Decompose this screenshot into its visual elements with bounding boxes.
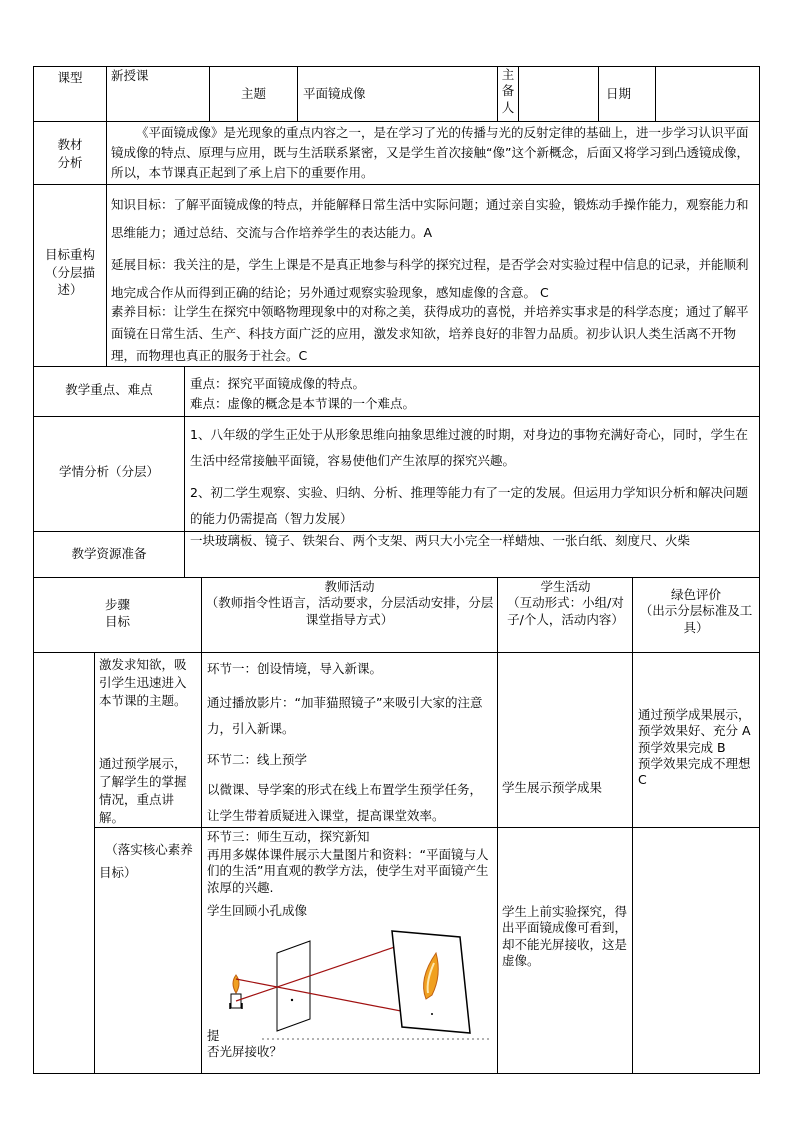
row-line	[33, 121, 760, 122]
col-line	[106, 121, 107, 367]
steps-header: 步骤 目标	[104, 597, 130, 629]
goal-literacy: 素养目标：让学生在探究中领略物理现象中的对称之美，获得成功的喜悦，并培养实事求是的科学态度；通过了解平面镜在日常生活、生产、科技方面广泛的应用，激发求知欲，培养良好的非智力品质。初步认识人类生活离不开物理，而物理也真正的服务于社会。C	[111, 304, 749, 363]
row-line	[33, 577, 760, 578]
date-label: 日期	[606, 86, 632, 101]
row2-teacher-3: 学生回顾小孔成像	[207, 903, 308, 918]
keypoint-difficulty: 难点：虚像的概念是本节课的一个难点。	[190, 396, 416, 411]
preparer-label: 主 备 人	[501, 67, 515, 115]
row2-teacher-1: 环节三：师生互动，探究新知	[207, 829, 370, 844]
pinhole-dot	[291, 999, 293, 1001]
col-line	[94, 652, 95, 1074]
row1-teacher-3: 环节二：线上预学	[207, 752, 308, 767]
pinhole-imaging-diagram	[222, 923, 492, 1043]
row2-goal: （落实核心素养目标）	[99, 842, 193, 881]
row1-teacher-4: 以微课、导学案的形式在线上布置学生预学任务，让学生带着质疑进入课堂，提高课堂效率。	[207, 782, 483, 824]
col-line	[184, 366, 185, 578]
teacher-header: 教师活动 （教师指令性语言，活动要求，分层活动安排，分层课堂指导方式）	[205, 579, 494, 627]
col-line	[201, 577, 202, 1074]
col-line	[297, 66, 298, 122]
row1-goal-a: 激发求知欲，吸引学生迅速进入本节课的主题。	[99, 657, 187, 709]
material-text: 《平面镜成像》是光现象的重点内容之一，是在学习了光的传播与光的反射定律的基础上，进一步学习认识平面镜成像的特点、原理与应用，既与生活联系紧密，又是学生首次接触“像”这个新概念，后面又将学习到凸透镜成像，所以，本节课真正起到了承上启下的重要作用。	[111, 125, 749, 180]
eval-header: 绿色评价 （出示分层标准及工具）	[639, 587, 753, 635]
topic-value: 平面镜成像	[303, 86, 366, 101]
col-line	[655, 66, 656, 122]
row2-teacher-4b: 否光屏接收？	[207, 1044, 283, 1059]
col-line	[632, 577, 633, 1074]
row1-goal-b: 通过预学展示，了解学生的掌握情况，重点讲解。	[99, 756, 187, 826]
course-type-value: 新授课	[111, 68, 149, 83]
students-p1: 1、八年级的学生正处于从形象思维向抽象思维过渡的时期，对身边的事物充满好奇心，同时，学生在生活中经常接触平面镜，容易使他们产生浓厚的探究兴趣。	[190, 427, 748, 468]
row1-teacher-1: 环节一：创设情境，导入新课。	[207, 661, 383, 676]
table-border-right	[759, 66, 760, 1074]
row2-student: 学生上前实验探究，得出平面镜成像可看到，却不能光屏接收，这是虚像。	[502, 904, 628, 968]
keypoint-key: 重点：探究平面镜成像的特点。	[190, 376, 366, 391]
row1-teacher-2: 通过播放影片：“加菲猫照镜子”来吸引大家的注意力，引入新课。	[207, 695, 483, 737]
row-line	[33, 416, 760, 417]
row-line	[33, 652, 760, 653]
row1-student: 学生展示预学成果	[502, 780, 603, 795]
course-type-label: 课型	[57, 70, 83, 85]
col-line	[497, 577, 498, 1074]
row2-teacher-2: 再用多媒体课件展示大量图片和资料：“平面镜与人们的生活”用直观的教学方法，使学生对平面镜产生浓厚的兴趣.	[207, 847, 489, 895]
col-line	[518, 66, 519, 122]
resources-label: 教学资源准备	[71, 546, 147, 561]
col-line	[598, 66, 599, 122]
row2-teacher-4a: 提	[207, 1028, 220, 1043]
students-label: 学情分析（分层）	[58, 464, 159, 479]
students-p2: 2、初二学生观察、实验、归纳、分析、推理等能力有了一定的发展。但运用力学知识分析和解决问题的能力仍需提高（智力发展）	[190, 485, 748, 526]
table-border-bottom	[33, 1073, 760, 1074]
topic-label: 主题	[240, 86, 266, 101]
row-line	[33, 184, 760, 185]
goal-extension: 延展目标：我关注的是，学生上课是不是真正地参与科学的探究过程，是否学会对实验过程中信息的记录，并能顺利地完成合作从而得到正确的结论；另外通过观察实验现象，感知虚像的含意。 C	[111, 257, 749, 300]
goal-knowledge: 知识目标：了解平面镜成像的特点，并能解释日常生活中实际问题；通过亲自实验，锻炼动手操作能力，观察能力和思维能力；通过总结、交流与合作培养学生的表达能力。A	[111, 197, 749, 240]
keypoints-label: 教学重点、难点	[65, 382, 153, 397]
table-border-top	[33, 66, 760, 67]
table-border-left	[33, 66, 34, 1074]
student-header: 学生活动 （互动形式：小组/对子/个人，活动内容）	[507, 579, 624, 627]
goals-label: 目标重构 （分层描 述）	[44, 247, 95, 297]
row1-eval: 通过预学成果展示，预学效果好、充分 A 预学效果完成 B 预学效果完成不理想 C	[638, 707, 751, 787]
col-line	[106, 66, 107, 122]
material-label: 教材 分析	[57, 137, 83, 171]
resources-text: 一块玻璃板、镜子、铁架台、两个支架、两只大小完全一样蜡烛、一张白纸、刻度尺、火柴	[190, 533, 691, 548]
